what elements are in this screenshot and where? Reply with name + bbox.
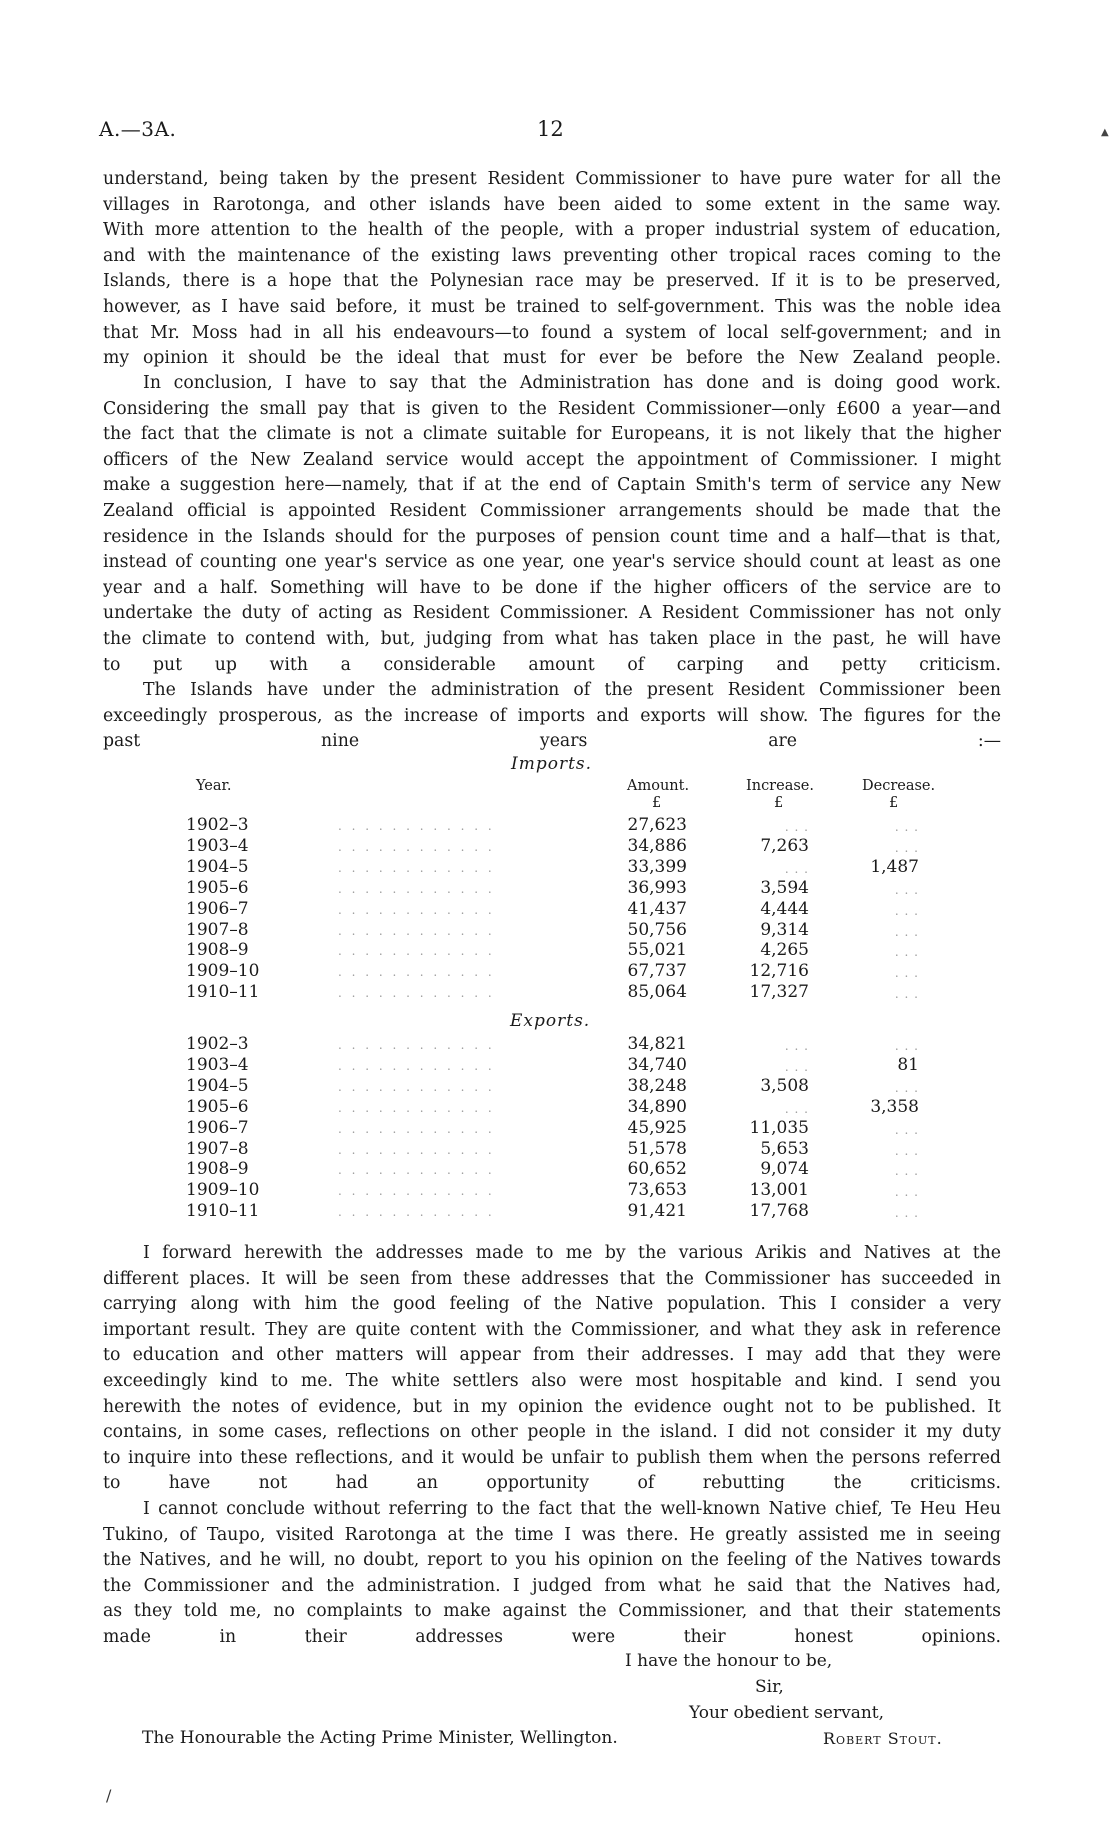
increase-cell: 7,263	[760, 835, 809, 856]
paragraph-prosperity	[103, 678, 1001, 755]
currency-amount: £	[652, 795, 662, 811]
year-cell: 1909–10	[186, 1180, 260, 1201]
leader-dots: . . . . . . . . . . . .	[338, 839, 495, 854]
column-header-decrease: Decrease.	[862, 778, 936, 794]
increase-cell: 13,001	[749, 1180, 809, 1201]
increase-cell: 3,594	[760, 877, 809, 898]
text-line: my opinion it should be the ideal that must for ever be before the New Zealand people.	[103, 348, 1001, 369]
year-cell: 1908–9	[186, 1159, 249, 1180]
text-line: made in their addresses were their honest opinions.	[103, 1626, 1001, 1647]
text-line: make a suggestion here—namely, that if at the end of Captain Smith's term of service any New	[103, 475, 1001, 496]
exports-table-title: Exports.	[510, 1011, 591, 1031]
margin-speck: /	[106, 1786, 112, 1805]
year-cell: 1902–3	[186, 1034, 249, 1054]
text-line: The Islands have under the administration of the present Resident Commissioner been	[143, 680, 1001, 700]
decrease-cell: . . .	[894, 820, 919, 834]
year-cell: 1907–8	[186, 1138, 249, 1159]
decrease-cell: . . .	[894, 966, 919, 981]
paragraph-conclusion-administration	[103, 371, 1001, 678]
leader-dots: . . . . . . . . . . . .	[338, 986, 495, 1001]
increase-cell: . . .	[784, 820, 809, 834]
column-header-increase: Increase.	[746, 778, 814, 794]
year-cell: 1904–5	[186, 1075, 249, 1096]
text-line: herewith the notes of evidence, but in my opinion the evidence ought not to be published. It	[103, 1396, 1001, 1417]
table-row	[0, 836, 1114, 857]
year-cell: 1905–6	[186, 877, 249, 898]
increase-cell: . . .	[784, 861, 809, 876]
text-line: and with the maintenance of the existing laws preventing other tropical races coming to the	[103, 245, 1001, 266]
leader-dots: . . . . . . . . . . . .	[338, 1079, 495, 1094]
decrease-cell: 81	[897, 1054, 919, 1075]
text-line: Islands, there is a hope that the Polynesian race may be preserved. If it is to be preserved,	[103, 271, 1001, 292]
year-cell: 1908–9	[186, 940, 249, 961]
text-line: the Natives, and he will, no doubt, report to you his opinion on the feeling of the Natives towards	[103, 1550, 1001, 1571]
year-cell: 1909–10	[186, 961, 260, 982]
table-row	[0, 878, 1114, 899]
text-line: to put up with a considerable amount of carping and petty criticism.	[103, 654, 1001, 675]
text-line: carrying along with him the good feeling of the Native population. This I consider a very	[103, 1294, 1001, 1315]
text-line: Considering the small pay that is given to the Resident Commissioner—only £600 a year—and	[103, 398, 1001, 419]
leader-dots: . . . . . . . . . . . .	[338, 860, 495, 875]
table-row	[0, 1180, 1114, 1201]
decrease-cell: . . .	[894, 1185, 919, 1200]
table-row	[0, 1055, 1114, 1076]
text-line: the Commissioner and the administration. I judged from what he said that the Natives had,	[103, 1575, 1001, 1596]
table-row	[0, 982, 1114, 1003]
leader-dots: . . . . . . . . . . . .	[338, 1205, 495, 1220]
year-cell: 1906–7	[186, 898, 249, 919]
signature: Robert Stout.	[823, 1729, 943, 1748]
text-line: contains, in some cases, reflections on other people in the island. I did not consider it my duty	[103, 1422, 1001, 1443]
text-line: Tukino, of Taupo, visited Rarotonga at the time I was there. He greatly assisted me in seeing	[103, 1524, 1001, 1545]
amount-cell: 73,653	[627, 1180, 687, 1201]
paragraph-addresses-evidence	[103, 1241, 1001, 1497]
amount-cell: 85,064	[627, 982, 687, 1003]
increase-cell: 17,768	[749, 1201, 809, 1222]
amount-cell: 36,993	[627, 877, 687, 898]
table-row	[0, 1076, 1114, 1097]
leader-dots: . . . . . . . . . . . .	[338, 965, 495, 980]
amount-cell: 34,890	[627, 1096, 687, 1117]
leader-dots: . . . . . . . . . . . .	[338, 1163, 495, 1178]
document-reference: A.—3A.	[99, 117, 177, 141]
year-cell: 1910–11	[186, 1201, 260, 1222]
text-line: villages in Rarotonga, and other islands have been aided to some extent in the same way.	[103, 194, 1001, 215]
text-line: to inquire into these reflections, and it would be unfair to publish them when the persons referred	[103, 1447, 1001, 1468]
amount-cell: 34,740	[627, 1054, 687, 1075]
amount-cell: 27,623	[627, 815, 687, 835]
closing-honour: I have the honour to be,	[625, 1651, 833, 1671]
closing-servant: Your obedient servant,	[689, 1703, 885, 1723]
amount-cell: 55,021	[627, 940, 687, 961]
year-cell: 1903–4	[186, 835, 249, 856]
margin-mark: ▲	[1101, 127, 1109, 138]
decrease-cell: . . .	[894, 1206, 919, 1221]
leader-dots: . . . . . . . . . . . .	[338, 923, 495, 938]
imports-table-title: Imports.	[511, 754, 593, 774]
text-line: instead of counting one year's service as one year, one year's service should count at least as one	[103, 552, 1001, 573]
text-line: In conclusion, I have to say that the Administration has done and is doing good work.	[143, 373, 1001, 393]
currency-decrease: £	[889, 795, 899, 811]
increase-cell: 11,035	[749, 1117, 809, 1138]
increase-cell: . . .	[784, 1039, 809, 1053]
table-row	[0, 920, 1114, 941]
text-line: that Mr. Moss had in all his endeavours—to found a system of local self-government; and in	[103, 322, 1001, 343]
leader-dots: . . . . . . . . . . . .	[338, 819, 495, 833]
amount-cell: 51,578	[627, 1138, 687, 1159]
text-line: as they told me, no complaints to make against the Commissioner, and that their statements	[103, 1601, 1001, 1622]
table-row	[0, 1097, 1114, 1118]
decrease-cell: . . .	[894, 882, 919, 897]
leader-dots: . . . . . . . . . . . .	[338, 1038, 495, 1052]
text-line: however, as I have said before, it must be trained to self-government. This was the noble idea	[103, 296, 1001, 317]
increase-cell: 9,074	[760, 1159, 809, 1180]
decrease-cell: . . .	[894, 987, 919, 1002]
table-row	[0, 1201, 1114, 1222]
amount-cell: 60,652	[627, 1159, 687, 1180]
table-row	[0, 857, 1114, 878]
text-line: past nine years are :—	[103, 731, 1001, 752]
year-cell: 1905–6	[186, 1096, 249, 1117]
column-header-amount: Amount.	[627, 778, 690, 794]
text-line: exceedingly kind to me. The white settlers also were most hospitable and kind. I send you	[103, 1370, 1001, 1391]
decrease-cell: . . .	[894, 1122, 919, 1137]
increase-cell: 12,716	[749, 961, 809, 982]
table-row	[0, 815, 1114, 836]
amount-cell: 34,886	[627, 835, 687, 856]
addressee: The Honourable the Acting Prime Minister, Wellington.	[142, 1728, 618, 1748]
table-row	[0, 1139, 1114, 1160]
table-row	[0, 899, 1114, 920]
year-cell: 1910–11	[186, 982, 260, 1003]
increase-cell: 4,265	[760, 940, 809, 961]
increase-cell: 17,327	[749, 982, 809, 1003]
leader-dots: . . . . . . . . . . . .	[338, 902, 495, 917]
decrease-cell: . . .	[894, 1039, 919, 1053]
text-line: understand, being taken by the present Resident Commissioner to have pure water for all the	[103, 169, 1001, 189]
year-cell: 1904–5	[186, 856, 249, 877]
amount-cell: 34,821	[627, 1034, 687, 1054]
increase-cell: . . .	[784, 1059, 809, 1074]
decrease-cell: . . .	[894, 840, 919, 855]
year-cell: 1906–7	[186, 1117, 249, 1138]
column-header-year: Year.	[196, 778, 232, 794]
text-line: to education and other matters will appear from their addresses. I may add that they were	[103, 1345, 1001, 1366]
table-row	[0, 1034, 1114, 1055]
decrease-cell: . . .	[894, 1080, 919, 1095]
amount-cell: 67,737	[627, 961, 687, 982]
amount-cell: 50,756	[627, 919, 687, 940]
text-line: I cannot conclude without referring to the fact that the well-known Native chief, Te Heu Heu	[143, 1499, 1001, 1519]
amount-cell: 38,248	[627, 1075, 687, 1096]
currency-increase: £	[774, 795, 784, 811]
text-line: year and a half. Something will have to be done if the higher officers of the service are to	[103, 577, 1001, 598]
increase-cell: 5,653	[760, 1138, 809, 1159]
text-line: exceedingly prosperous, as the increase of imports and exports will show. The figures for the	[103, 705, 1001, 726]
decrease-cell: . . .	[894, 924, 919, 939]
increase-cell: 4,444	[760, 898, 809, 919]
text-line: the climate to contend with, but, judging from what has taken place in the past, he will have	[103, 628, 1001, 649]
page-number: 12	[537, 117, 564, 141]
text-line: residence in the Islands should for the purposes of pension count time and a half—that is that,	[103, 526, 1001, 547]
paragraph-te-heu-heu	[103, 1497, 1001, 1651]
table-row	[0, 961, 1114, 982]
text-line: Zealand official is appointed Resident Commissioner arrangements should be made that the	[103, 500, 1001, 521]
leader-dots: . . . . . . . . . . . .	[338, 1058, 495, 1073]
leader-dots: . . . . . . . . . . . .	[338, 944, 495, 959]
table-row	[0, 1118, 1114, 1139]
amount-cell: 45,925	[627, 1117, 687, 1138]
year-cell: 1902–3	[186, 815, 249, 835]
increase-cell: 9,314	[760, 919, 809, 940]
amount-cell: 41,437	[627, 898, 687, 919]
text-line: undertake the duty of acting as Resident Commissioner. A Resident Commissioner has not only	[103, 603, 1001, 624]
table-row	[0, 1159, 1114, 1180]
text-line: different places. It will be seen from these addresses that the Commissioner has succeeded in	[103, 1268, 1001, 1289]
year-cell: 1903–4	[186, 1054, 249, 1075]
leader-dots: . . . . . . . . . . . .	[338, 1100, 495, 1115]
decrease-cell: . . .	[894, 1164, 919, 1179]
decrease-cell: . . .	[894, 1143, 919, 1158]
text-line: the fact that the climate is not a climate suitable for Europeans, it is not likely that the higher	[103, 424, 1001, 445]
paragraph-water-health	[103, 167, 1001, 372]
leader-dots: . . . . . . . . . . . .	[338, 881, 495, 896]
text-line: important result. They are quite content with the Commissioner, and what they ask in reference	[103, 1319, 1001, 1340]
text-line: officers of the New Zealand service would accept the appointment of Commissioner. I might	[103, 449, 1001, 470]
decrease-cell: 3,358	[870, 1096, 919, 1117]
text-line: With more attention to the health of the people, with a proper industrial system of education,	[103, 220, 1001, 241]
amount-cell: 91,421	[627, 1201, 687, 1222]
decrease-cell: . . .	[894, 945, 919, 960]
text-line: I forward herewith the addresses made to me by the various Arikis and Natives at the	[143, 1243, 1001, 1263]
leader-dots: . . . . . . . . . . . .	[338, 1121, 495, 1136]
decrease-cell: 1,487	[870, 856, 919, 877]
year-cell: 1907–8	[186, 919, 249, 940]
increase-cell: . . .	[784, 1101, 809, 1116]
leader-dots: . . . . . . . . . . . .	[338, 1142, 495, 1157]
table-row	[0, 940, 1114, 961]
text-line: to have not had an opportunity of rebutting the criticisms.	[103, 1473, 1001, 1494]
leader-dots: . . . . . . . . . . . .	[338, 1184, 495, 1199]
increase-cell: 3,508	[760, 1075, 809, 1096]
amount-cell: 33,399	[627, 856, 687, 877]
closing-salutation: Sir,	[755, 1677, 784, 1697]
decrease-cell: . . .	[894, 903, 919, 918]
